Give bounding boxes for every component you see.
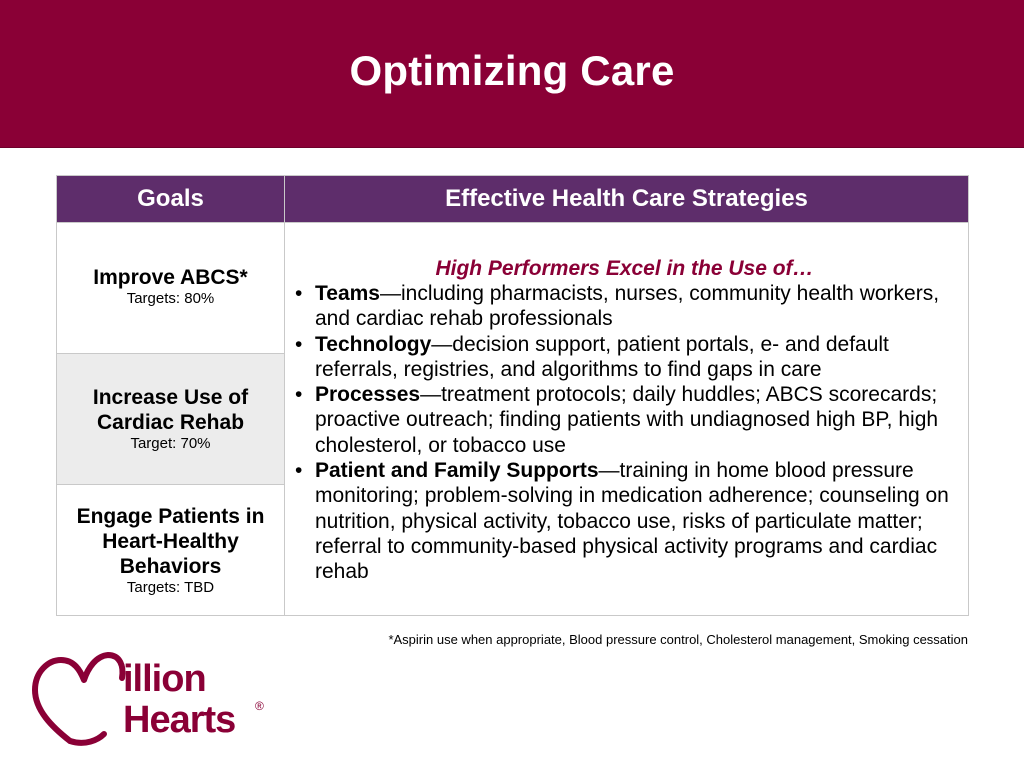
table-row xyxy=(57,223,969,354)
bullet: • xyxy=(295,282,303,305)
strategy-term: Teams xyxy=(315,282,380,305)
slide-title: Optimizing Care xyxy=(349,46,675,94)
goal-cell-cardiac-rehab xyxy=(57,354,285,485)
strategy-term: Technology xyxy=(315,332,432,356)
goals-strategies-table xyxy=(56,175,969,616)
strategy-item-processes xyxy=(295,382,954,458)
strategies-cell xyxy=(285,223,969,616)
bullet: • xyxy=(295,459,303,483)
strategy-list xyxy=(295,281,954,585)
strategy-text: —treatment protocols; daily huddles; ABCS scorecards; proactive outreach; finding patients with undiagnosed high BP, high cholesterol, or tobacco use xyxy=(315,383,939,457)
goal-target: Target: 70% xyxy=(130,435,211,452)
strategy-text: —decision support, patient portals, e- and default referrals, registries, and algorithms to find gaps in care xyxy=(315,332,889,381)
footnote: *Aspirin use when appropriate, Blood pressure control, Cholesterol management, Smoking cessation xyxy=(388,632,968,647)
title-banner xyxy=(0,0,1024,148)
bullet: • xyxy=(295,383,303,407)
goal-cell-heart-healthy xyxy=(57,485,285,616)
goal-target: Targets: TBD xyxy=(126,578,215,596)
strategy-term: Processes xyxy=(315,383,421,407)
bullet: • xyxy=(295,332,303,356)
goal-title: Increase Use of Cardiac Rehab xyxy=(92,386,249,434)
strategy-text: —including pharmacists, nurses, community health workers, and cardiac rehab professionals xyxy=(315,282,940,331)
strategy-item-patient-family-supports xyxy=(295,458,954,584)
strategy-term: Patient and Family Supports xyxy=(315,459,599,483)
strategy-item-teams xyxy=(295,281,954,332)
logo-word-2: Hearts xyxy=(123,699,236,741)
goal-title: Engage Patients in Heart-Healthy Behaviors xyxy=(76,504,265,578)
goals-header: Goals xyxy=(57,176,285,223)
goal-title: Improve ABCS* xyxy=(93,265,248,289)
million-hearts-logo xyxy=(30,648,270,753)
heart-icon xyxy=(35,655,122,741)
registered-mark: ® xyxy=(255,699,264,713)
strategy-text: —training in home blood pressure monitoring; problem-solving in medication adherence; counseling on nutrition, physical activity, tobacco use, risks of particulate matter; referral to community-based physical activity programs and cardiac rehab xyxy=(315,459,949,584)
strategies-header: Effective Health Care Strategies xyxy=(285,176,969,223)
goal-cell-abcs xyxy=(57,223,285,354)
strategy-item-technology xyxy=(295,332,954,383)
logo-word-1: illion xyxy=(123,658,206,700)
table-header-row xyxy=(57,176,969,223)
goal-target: Targets: 80% xyxy=(126,289,215,307)
strategy-heading: High Performers Excel in the Use of… xyxy=(435,257,814,280)
